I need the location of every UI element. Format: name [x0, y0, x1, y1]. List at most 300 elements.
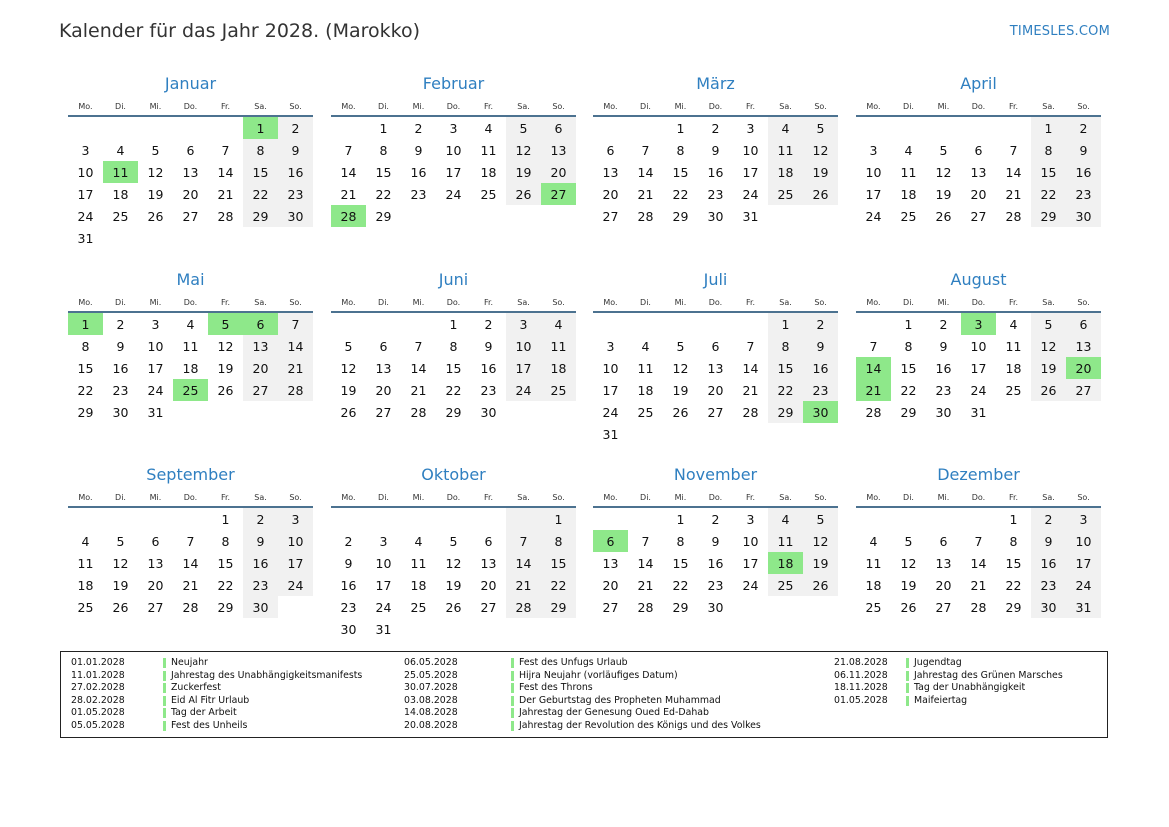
empty-cell	[593, 507, 628, 530]
weekday-header: So.	[278, 294, 313, 312]
day-cell: 16	[803, 357, 838, 379]
weekday-header: Do.	[961, 489, 996, 507]
day-cell: 30	[278, 205, 313, 227]
day-cell: 14	[410, 360, 427, 376]
day-cell: 9	[1031, 530, 1066, 552]
day-cell: 8	[676, 533, 685, 549]
day-cell: 4	[414, 533, 423, 549]
day-cell: 1	[68, 312, 103, 335]
day-cell: 27	[602, 208, 619, 224]
day-cell: 19	[445, 577, 462, 593]
day-cell: 30	[112, 404, 129, 420]
empty-cell	[593, 116, 628, 139]
weekday-header: Fr.	[733, 294, 768, 312]
day-cell: 6	[1066, 312, 1101, 335]
weekday-header: Mi.	[926, 98, 961, 116]
holiday-name: Hijra Neujahr (vorläufiges Datum)	[519, 669, 678, 681]
holiday-marker	[163, 708, 166, 718]
day-cell: 15	[243, 161, 278, 183]
holiday-date: 06.05.2028	[404, 657, 458, 668]
day-cell: 26	[147, 208, 164, 224]
holiday-date: 21.08.2028	[834, 657, 888, 668]
day-cell: 14	[340, 164, 357, 180]
day-cell: 28	[331, 205, 366, 227]
day-cell: 31	[742, 208, 759, 224]
weekday-header: Di.	[366, 489, 401, 507]
day-cell: 25	[1005, 382, 1022, 398]
day-cell: 13	[182, 164, 199, 180]
day-cell: 25	[410, 599, 427, 615]
holiday-name: Jahrestag des Grünen Marsches	[914, 669, 1063, 681]
day-cell: 17	[742, 555, 759, 571]
weekday-header: Mo.	[856, 98, 891, 116]
empty-cell	[173, 401, 208, 423]
day-cell: 7	[1009, 142, 1018, 158]
day-cell: 19	[1031, 357, 1066, 379]
day-cell: 19	[147, 186, 164, 202]
weekday-header: Do.	[173, 98, 208, 116]
day-cell: 21	[637, 186, 654, 202]
weekday-header: So.	[1066, 294, 1101, 312]
day-cell: 7	[869, 338, 878, 354]
holiday-marker	[163, 696, 166, 706]
day-cell: 3	[961, 312, 996, 335]
day-cell: 29	[672, 599, 689, 615]
weekday-header: Mi.	[926, 294, 961, 312]
day-cell: 7	[746, 338, 755, 354]
day-cell: 22	[445, 382, 462, 398]
day-cell: 10	[147, 338, 164, 354]
holiday-name: Der Geburtstag des Propheten Muhammad	[519, 694, 721, 706]
day-cell: 3	[746, 120, 755, 136]
day-cell: 4	[768, 116, 803, 139]
day-cell: 11	[865, 555, 882, 571]
weekday-header: Sa.	[506, 98, 541, 116]
empty-cell	[663, 423, 698, 445]
holiday-date: 03.08.2028	[404, 694, 458, 706]
day-cell: 12	[147, 164, 164, 180]
empty-cell	[506, 205, 541, 227]
month-calendar	[593, 74, 838, 227]
holiday-name: Jahrestag der Revolution des Königs und des Volkes	[519, 719, 761, 731]
day-cell: 24	[375, 599, 392, 615]
day-cell: 17	[970, 360, 987, 376]
day-cell: 14	[217, 164, 234, 180]
day-cell: 5	[506, 116, 541, 139]
day-cell: 21	[1005, 186, 1022, 202]
empty-cell	[436, 205, 471, 227]
day-cell: 3	[379, 533, 388, 549]
weekday-header: Do.	[436, 294, 471, 312]
day-cell: 4	[484, 120, 493, 136]
weekday-header: Di.	[103, 294, 138, 312]
day-cell: 13	[602, 164, 619, 180]
empty-cell	[541, 401, 576, 423]
day-cell: 12	[340, 360, 357, 376]
day-cell: 3	[1066, 507, 1101, 530]
day-cell: 5	[344, 338, 353, 354]
weekday-header: Mi.	[401, 489, 436, 507]
holiday-marker	[511, 671, 514, 681]
day-cell: 5	[939, 142, 948, 158]
day-cell: 18	[1005, 360, 1022, 376]
day-cell: 30	[707, 208, 724, 224]
weekday-header: Mo.	[68, 489, 103, 507]
day-cell: 29	[900, 404, 917, 420]
month-calendar	[593, 465, 838, 618]
holiday-marker	[163, 721, 166, 731]
day-cell: 17	[445, 164, 462, 180]
weekday-header: Fr.	[208, 489, 243, 507]
day-cell: 1	[221, 511, 230, 527]
day-cell: 4	[186, 316, 195, 332]
day-cell: 13	[602, 555, 619, 571]
weekday-header: Di.	[628, 489, 663, 507]
day-cell: 31	[970, 404, 987, 420]
day-cell: 6	[151, 533, 160, 549]
day-cell: 19	[935, 186, 952, 202]
day-cell: 27	[935, 599, 952, 615]
day-cell: 19	[803, 161, 838, 183]
empty-cell	[768, 205, 803, 227]
day-cell: 31	[1066, 596, 1101, 618]
holiday-date: 11.01.2028	[71, 669, 125, 681]
day-cell: 25	[637, 404, 654, 420]
day-cell: 28	[217, 208, 234, 224]
holiday-name: Fest des Unfugs Urlaub	[519, 657, 628, 668]
day-cell: 4	[541, 312, 576, 335]
holiday-marker	[163, 683, 166, 693]
day-cell: 23	[707, 577, 724, 593]
day-cell: 1	[379, 120, 388, 136]
day-cell: 22	[1031, 183, 1066, 205]
weekday-header: Di.	[891, 489, 926, 507]
day-cell: 6	[711, 338, 720, 354]
empty-cell	[891, 116, 926, 139]
day-cell: 2	[484, 316, 493, 332]
day-cell: 3	[151, 316, 160, 332]
empty-cell	[138, 227, 173, 249]
day-cell: 1	[676, 511, 685, 527]
day-cell: 13	[935, 555, 952, 571]
day-cell: 9	[1066, 139, 1101, 161]
empty-cell	[698, 312, 733, 335]
empty-cell	[628, 116, 663, 139]
day-cell: 29	[243, 205, 278, 227]
empty-cell	[331, 507, 366, 530]
day-cell: 12	[803, 139, 838, 161]
day-cell: 2	[116, 316, 125, 332]
day-cell: 11	[768, 530, 803, 552]
day-cell: 6	[379, 338, 388, 354]
day-cell: 6	[186, 142, 195, 158]
day-cell: 11	[1005, 338, 1022, 354]
day-cell: 20	[182, 186, 199, 202]
day-cell: 25	[865, 599, 882, 615]
weekday-header: Mo.	[331, 489, 366, 507]
day-cell: 12	[112, 555, 129, 571]
day-cell: 18	[541, 357, 576, 379]
day-cell: 5	[904, 533, 913, 549]
day-cell: 4	[116, 142, 125, 158]
month-calendar	[856, 465, 1101, 618]
day-cell: 2	[939, 316, 948, 332]
day-cell: 27	[182, 208, 199, 224]
day-cell: 14	[1005, 164, 1022, 180]
empty-cell	[856, 507, 891, 530]
holiday-name: Fest des Unheils	[171, 719, 248, 731]
day-cell: 7	[506, 530, 541, 552]
day-cell: 22	[768, 379, 803, 401]
day-cell: 20	[375, 382, 392, 398]
day-cell: 13	[541, 139, 576, 161]
day-cell: 10	[278, 530, 313, 552]
day-cell: 28	[506, 596, 541, 618]
day-cell: 1	[768, 312, 803, 335]
day-cell: 15	[900, 360, 917, 376]
day-cell: 20	[147, 577, 164, 593]
holiday-date: 01.05.2028	[834, 694, 888, 706]
day-cell: 30	[935, 404, 952, 420]
weekday-header: Sa.	[768, 98, 803, 116]
day-cell: 14	[742, 360, 759, 376]
day-cell: 17	[77, 186, 94, 202]
day-cell: 12	[1031, 335, 1066, 357]
weekday-header: Do.	[436, 489, 471, 507]
holiday-marker	[511, 721, 514, 731]
day-cell: 13	[1066, 335, 1101, 357]
empty-cell	[436, 618, 471, 640]
empty-cell	[506, 507, 541, 530]
day-cell: 27	[707, 404, 724, 420]
day-cell: 18	[77, 577, 94, 593]
day-cell: 17	[1066, 552, 1101, 574]
day-cell: 2	[711, 120, 720, 136]
weekday-header: Fr.	[208, 98, 243, 116]
brand-link[interactable]: TIMESLES.COM	[1009, 24, 1110, 39]
day-cell: 13	[707, 360, 724, 376]
holiday-name: Jugendtag	[914, 657, 962, 668]
day-cell: 11	[768, 139, 803, 161]
day-cell: 20	[970, 186, 987, 202]
empty-cell	[506, 401, 541, 423]
day-cell: 28	[970, 599, 987, 615]
day-cell: 10	[445, 142, 462, 158]
empty-cell	[103, 507, 138, 530]
weekday-header: Sa.	[1031, 294, 1066, 312]
day-cell: 23	[1066, 183, 1101, 205]
day-cell: 25	[173, 379, 208, 401]
day-cell: 4	[869, 533, 878, 549]
day-cell: 19	[672, 382, 689, 398]
day-cell: 16	[243, 552, 278, 574]
weekday-header: Mo.	[593, 98, 628, 116]
weekday-header: Di.	[103, 98, 138, 116]
day-cell: 2	[414, 120, 423, 136]
weekday-header: Mi.	[138, 489, 173, 507]
day-cell: 18	[480, 164, 497, 180]
weekday-header: So.	[541, 294, 576, 312]
weekday-header: Do.	[698, 294, 733, 312]
weekday-header: Mo.	[856, 294, 891, 312]
day-cell: 27	[970, 208, 987, 224]
month-name: Juni	[438, 270, 469, 289]
day-cell: 5	[1031, 312, 1066, 335]
month-calendar	[856, 270, 1101, 423]
day-cell: 26	[1031, 379, 1066, 401]
weekday-header: Fr.	[996, 489, 1031, 507]
month-calendar	[856, 74, 1101, 227]
day-cell: 9	[711, 533, 720, 549]
day-cell: 14	[856, 357, 891, 379]
weekday-header: Fr.	[733, 489, 768, 507]
day-cell: 18	[182, 360, 199, 376]
empty-cell	[1066, 401, 1101, 423]
day-cell: 8	[768, 335, 803, 357]
weekday-header: Fr.	[996, 98, 1031, 116]
day-cell: 16	[1066, 161, 1101, 183]
empty-cell	[541, 205, 576, 227]
weekday-header: So.	[803, 98, 838, 116]
day-cell: 17	[147, 360, 164, 376]
day-cell: 28	[410, 404, 427, 420]
day-cell: 30	[707, 599, 724, 615]
weekday-header: So.	[1066, 98, 1101, 116]
day-cell: 29	[217, 599, 234, 615]
empty-cell	[926, 507, 961, 530]
holiday-list	[60, 651, 1108, 738]
empty-cell	[506, 618, 541, 640]
weekday-header: Di.	[103, 489, 138, 507]
weekday-header: Do.	[961, 98, 996, 116]
day-cell: 6	[974, 142, 983, 158]
empty-cell	[541, 618, 576, 640]
day-cell: 25	[768, 574, 803, 596]
day-cell: 3	[869, 142, 878, 158]
day-cell: 24	[278, 574, 313, 596]
holiday-marker	[511, 658, 514, 668]
holiday-name: Jahrestag des Unabhängigkeitsmanifests	[171, 669, 363, 681]
month-name: März	[696, 74, 735, 93]
weekday-header: Fr.	[996, 294, 1031, 312]
day-cell: 11	[541, 335, 576, 357]
day-cell: 17	[375, 577, 392, 593]
day-cell: 10	[77, 164, 94, 180]
holiday-marker	[511, 708, 514, 718]
day-cell: 7	[278, 312, 313, 335]
empty-cell	[208, 401, 243, 423]
day-cell: 18	[112, 186, 129, 202]
day-cell: 22	[672, 186, 689, 202]
day-cell: 26	[506, 183, 541, 205]
empty-cell	[366, 507, 401, 530]
day-cell: 21	[637, 577, 654, 593]
day-cell: 8	[1031, 139, 1066, 161]
day-cell: 29	[1005, 599, 1022, 615]
weekday-header: Sa.	[768, 489, 803, 507]
month-name: November	[673, 465, 758, 484]
day-cell: 19	[803, 552, 838, 574]
day-cell: 3	[606, 338, 615, 354]
empty-cell	[996, 116, 1031, 139]
day-cell: 29	[768, 401, 803, 423]
holiday-date: 27.02.2028	[71, 682, 125, 694]
empty-cell	[208, 116, 243, 139]
day-cell: 20	[480, 577, 497, 593]
day-cell: 30	[480, 404, 497, 420]
day-cell: 18	[900, 186, 917, 202]
day-cell: 27	[602, 599, 619, 615]
day-cell: 13	[243, 335, 278, 357]
day-cell: 22	[243, 183, 278, 205]
day-cell: 11	[410, 555, 427, 571]
day-cell: 22	[672, 577, 689, 593]
empty-cell	[243, 227, 278, 249]
day-cell: 17	[742, 164, 759, 180]
month-name: Januar	[164, 74, 217, 93]
holiday-marker	[163, 658, 166, 668]
day-cell: 10	[1066, 530, 1101, 552]
day-cell: 11	[480, 142, 497, 158]
day-cell: 25	[112, 208, 129, 224]
day-cell: 21	[278, 357, 313, 379]
day-cell: 25	[77, 599, 94, 615]
day-cell: 16	[410, 164, 427, 180]
day-cell: 22	[900, 382, 917, 398]
weekday-header: Do.	[698, 489, 733, 507]
day-cell: 16	[707, 555, 724, 571]
holiday-name: Fest des Throns	[519, 682, 593, 694]
day-cell: 28	[865, 404, 882, 420]
day-cell: 24	[77, 208, 94, 224]
holiday-marker	[906, 683, 909, 693]
day-cell: 26	[900, 599, 917, 615]
weekday-header: Sa.	[1031, 489, 1066, 507]
weekday-header: So.	[541, 98, 576, 116]
day-cell: 27	[243, 379, 278, 401]
day-cell: 1	[1009, 511, 1018, 527]
weekday-header: Fr.	[471, 294, 506, 312]
day-cell: 19	[506, 161, 541, 183]
day-cell: 18	[768, 161, 803, 183]
day-cell: 6	[541, 116, 576, 139]
day-cell: 5	[151, 142, 160, 158]
day-cell: 11	[900, 164, 917, 180]
day-cell: 24	[445, 186, 462, 202]
weekday-header: Sa.	[506, 489, 541, 507]
day-cell: 24	[970, 382, 987, 398]
empty-cell	[138, 507, 173, 530]
month-name: August	[950, 270, 1007, 289]
day-cell: 24	[1066, 574, 1101, 596]
empty-cell	[278, 596, 313, 618]
day-cell: 21	[970, 577, 987, 593]
day-cell: 25	[541, 379, 576, 401]
holiday-name: Neujahr	[171, 657, 208, 668]
day-cell: 14	[182, 555, 199, 571]
day-cell: 22	[541, 574, 576, 596]
day-cell: 3	[746, 511, 755, 527]
holiday-marker	[906, 696, 909, 706]
day-cell: 15	[217, 555, 234, 571]
day-cell: 15	[768, 357, 803, 379]
day-cell: 12	[935, 164, 952, 180]
empty-cell	[278, 227, 313, 249]
weekday-header: Di.	[628, 98, 663, 116]
weekday-header: Mo.	[331, 98, 366, 116]
day-cell: 6	[939, 533, 948, 549]
day-cell: 3	[81, 142, 90, 158]
